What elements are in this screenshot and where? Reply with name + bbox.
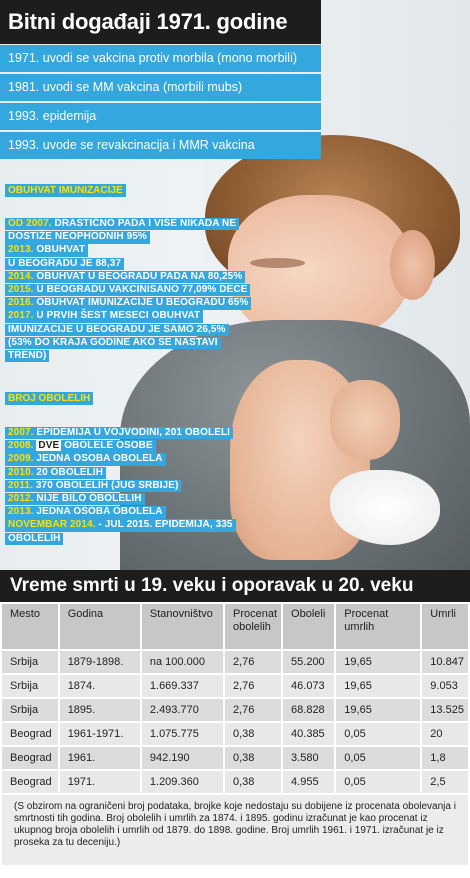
header-cell: Mesto bbox=[2, 604, 60, 649]
coverage-label: OBUHVAT IMUNIZACIJE bbox=[5, 184, 126, 197]
page-title: Bitni događaji 1971. godine bbox=[0, 0, 321, 44]
table-cell: Beograd bbox=[2, 721, 60, 745]
coverage-line: 2013. OBUHVAT bbox=[5, 239, 251, 252]
header-cell: Stanovništvo bbox=[142, 604, 225, 649]
table-cell: 1895. bbox=[60, 697, 142, 721]
table-cell: 1.075.775 bbox=[142, 721, 225, 745]
coverage-line: U BEOGRADU JE 88,37 bbox=[5, 253, 251, 266]
table-cell: 1.209.360 bbox=[142, 769, 225, 793]
table-cell: 19,65 bbox=[336, 697, 422, 721]
header-cell: Oboleli bbox=[283, 604, 336, 649]
table-cell: 19,65 bbox=[336, 673, 422, 697]
header-cell: Umrli bbox=[422, 604, 468, 649]
table-cell: 2,5 bbox=[422, 769, 468, 793]
coverage-line: TREND) bbox=[5, 345, 251, 358]
coverage-line: 2014. OBUHVAT U BEOGRADU PADA NA 80,25% bbox=[5, 266, 251, 279]
table-cell: 0,38 bbox=[225, 721, 283, 745]
patients-line: 2008. DVE OBOLELE OSOBE bbox=[5, 435, 236, 448]
event-item: 1993. epidemija bbox=[0, 103, 321, 130]
patients-line: NOVEMBAR 2014. - JUL 2015. EPIDEMIJA, 335 bbox=[5, 514, 236, 527]
patients-list bbox=[5, 422, 236, 544]
table-cell: 0,05 bbox=[336, 745, 422, 769]
table-row bbox=[2, 745, 468, 769]
table-cell: 3.580 bbox=[283, 745, 336, 769]
table-cell: 0,38 bbox=[225, 745, 283, 769]
table-header-row bbox=[2, 604, 468, 649]
table-cell: 2,76 bbox=[225, 673, 283, 697]
photo-ear bbox=[390, 230, 435, 300]
coverage-line: 2015. U BEOGRADU VAKCINISANO 77,09% DECE bbox=[5, 279, 251, 292]
table-cell: 1879-1898. bbox=[60, 649, 142, 673]
table-footnote: (S obzirom na ograničeni broj podataka, brojke koje nedostaju su dobijene iz procenata obolevanja i smrtnosti tih godina. Broj obolelih i umrlih za 1874. i 1895. godinu izračunat je kao procenat iz ukupnog broja obolelih i umrlih od 1879. do 1898. godine. Broj umrlih 1961. i 1971. izračunat je iz proseka za tu deceniju.) bbox=[2, 795, 468, 865]
table-cell: 1961. bbox=[60, 745, 142, 769]
event-item: 1971. uvodi se vakcina protiv morbila (mono morbili) bbox=[0, 45, 321, 72]
table-cell: 19,65 bbox=[336, 649, 422, 673]
table-cell: na 100.000 bbox=[142, 649, 225, 673]
table-cell: Beograd bbox=[2, 769, 60, 793]
coverage-line: OD 2007. DRASTIČNO PADA I VIŠE NIKADA NE bbox=[5, 213, 251, 226]
table-cell: 9.053 bbox=[422, 673, 468, 697]
patients-line: 2007. EPIDEMIJA U VOJVODINI, 201 OBOLELI bbox=[5, 422, 236, 435]
photo-eye bbox=[250, 258, 305, 268]
events-list bbox=[0, 45, 321, 161]
table-cell: 942.190 bbox=[142, 745, 225, 769]
mortality-table-section bbox=[0, 570, 470, 878]
table-cell: 2,76 bbox=[225, 649, 283, 673]
table-cell: Srbija bbox=[2, 673, 60, 697]
mortality-table bbox=[2, 604, 468, 793]
table-cell: 20 bbox=[422, 721, 468, 745]
coverage-list bbox=[5, 213, 251, 361]
table-cell: 1874. bbox=[60, 673, 142, 697]
table-cell: 2,76 bbox=[225, 697, 283, 721]
table-cell: Beograd bbox=[2, 745, 60, 769]
table-cell: 4.955 bbox=[283, 769, 336, 793]
coverage-line: 2016. OBUHVAT IMUNIZACIJE U BEOGRADU 65% bbox=[5, 292, 251, 305]
table-cell: 68.828 bbox=[283, 697, 336, 721]
patients-line: 2010. 20 OBOLELIH bbox=[5, 462, 236, 475]
header-cell: Procenat obolelih bbox=[225, 604, 283, 649]
table-cell: 46.073 bbox=[283, 673, 336, 697]
table-row bbox=[2, 697, 468, 721]
coverage-line: 2017. U PRVIH ŠEST MESECI OBUHVAT bbox=[5, 305, 251, 318]
header-cell: Procenat umrlih bbox=[336, 604, 422, 649]
event-item: 1993. uvode se revakcinacija i MMR vakcina bbox=[0, 132, 321, 159]
table-cell: 0,05 bbox=[336, 769, 422, 793]
table-title: Vreme smrti u 19. veku i oporavak u 20. veku bbox=[0, 570, 470, 602]
photo-hand bbox=[330, 380, 400, 460]
table-cell: 1971. bbox=[60, 769, 142, 793]
patients-label: BROJ OBOLELIH bbox=[5, 392, 93, 405]
event-item: 1981. uvodi se MM vakcina (morbili mubs) bbox=[0, 74, 321, 101]
coverage-line: DOSTIŽE NEOPHODNIH 95% bbox=[5, 226, 251, 239]
table-cell: 13.525 bbox=[422, 697, 468, 721]
table-row bbox=[2, 673, 468, 697]
table-row bbox=[2, 721, 468, 745]
table-cell: 1,8 bbox=[422, 745, 468, 769]
patients-line: 2009. JEDNA OSOBA OBOLELA bbox=[5, 448, 236, 461]
table-cell: Srbija bbox=[2, 649, 60, 673]
table-cell: 0,38 bbox=[225, 769, 283, 793]
table-cell: 55.200 bbox=[283, 649, 336, 673]
table-row bbox=[2, 649, 468, 673]
table-cell: 40.385 bbox=[283, 721, 336, 745]
coverage-line: IMUNIZACIJE U BEOGRADU JE SAMO 26,5% bbox=[5, 319, 251, 332]
table-cell: 0,05 bbox=[336, 721, 422, 745]
coverage-line: (53% DO KRAJA GODINE AKO SE NASTAVI bbox=[5, 332, 251, 345]
table-cell: 2.493.770 bbox=[142, 697, 225, 721]
patients-line: 2011. 370 OBOLELIH (JUG SRBIJE) bbox=[5, 475, 236, 488]
table-cell: 1.669.337 bbox=[142, 673, 225, 697]
table-cell: 10.847 bbox=[422, 649, 468, 673]
patients-line: OBOLELIH bbox=[5, 528, 236, 541]
header-cell: Godina bbox=[60, 604, 142, 649]
table-row bbox=[2, 769, 468, 793]
table-cell: Srbija bbox=[2, 697, 60, 721]
patients-line: 2012. NIJE BILO OBOLELIH bbox=[5, 488, 236, 501]
patients-line: 2013. JEDNA OSOBA OBOLELA bbox=[5, 501, 236, 514]
table-cell: 1961-1971. bbox=[60, 721, 142, 745]
